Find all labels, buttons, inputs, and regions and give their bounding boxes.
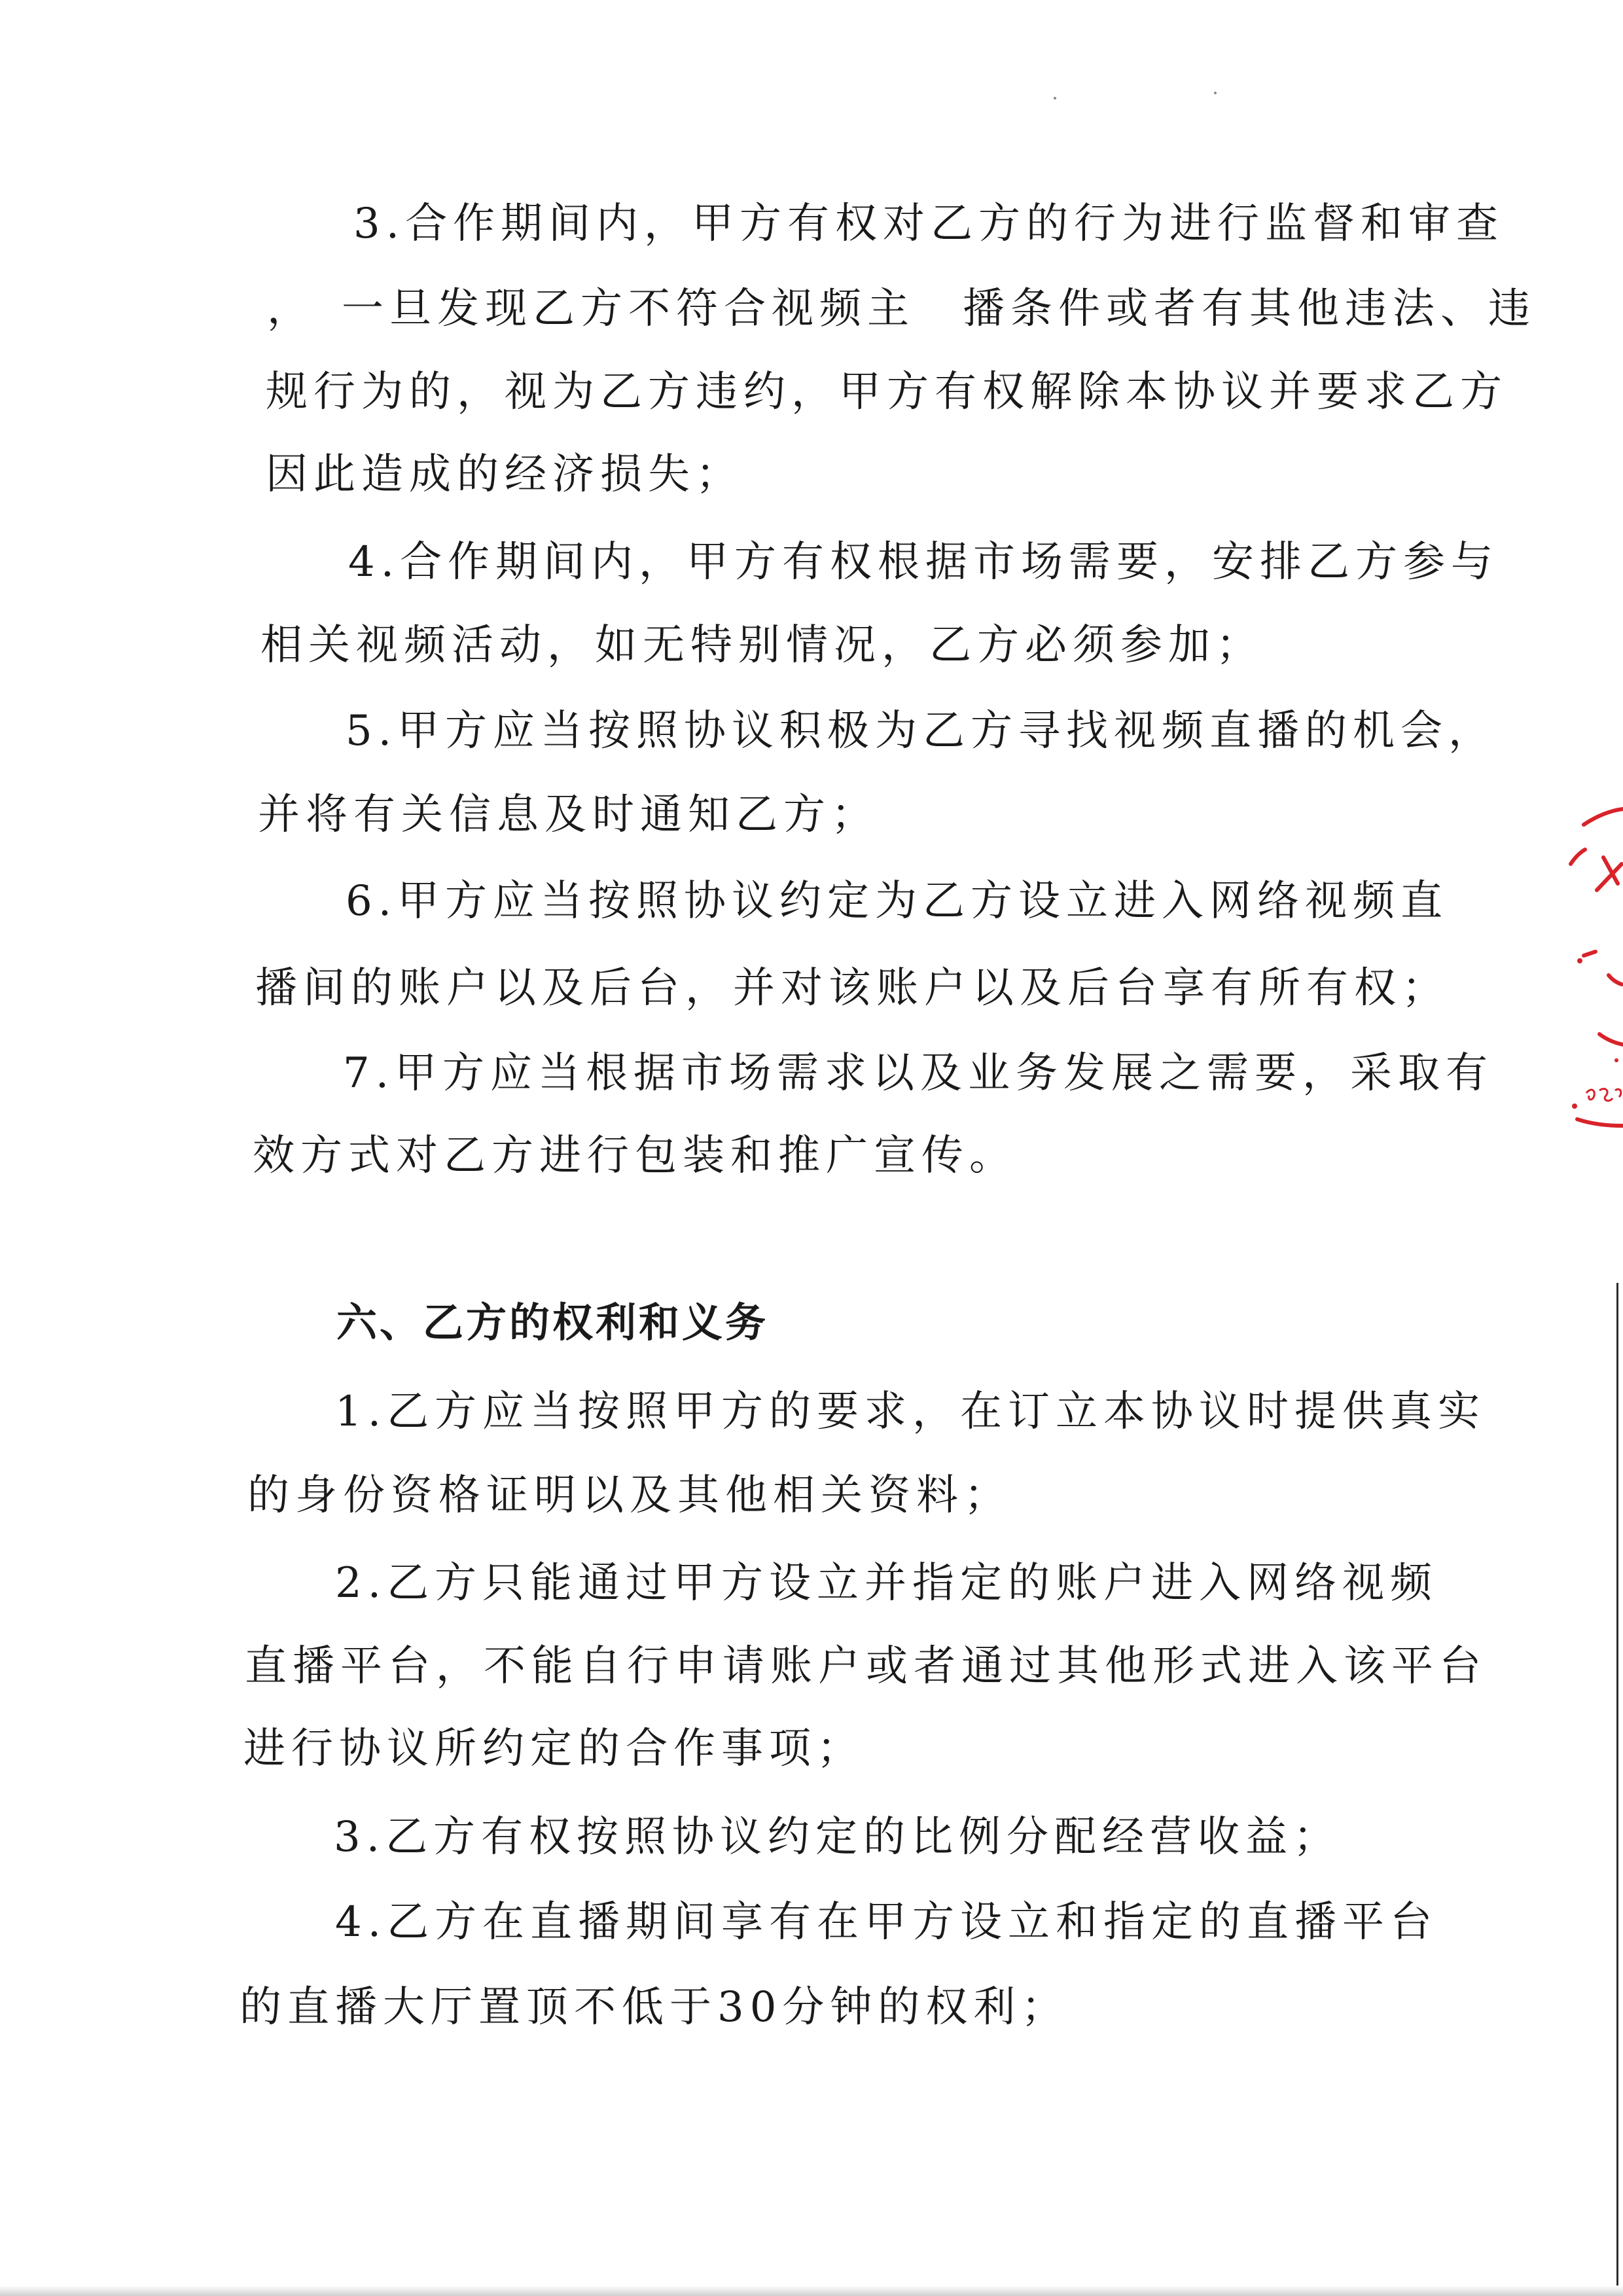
seal-glyph-fragment (1597, 857, 1622, 890)
paragraph-line: 7.甲方应当根据市场需求以及业务发展之需要，采取有 (343, 1049, 1494, 1098)
seal-ring-fragment (1571, 850, 1585, 864)
paragraph-line: 3.合作期间内，甲方有权对乙方的行为进行监督和审查 (353, 200, 1505, 248)
seal-ink-dot (1614, 1058, 1618, 1062)
paragraph-line: 的直播大厅置顶不低于30分钟的权利； (240, 1983, 1069, 2032)
paragraph-line: 直播平台，不能自行申请账户或者通过其他形式进入该平台 (245, 1642, 1487, 1691)
paragraph-line: 3.乙方有权按照协议约定的比例分配经营收益； (334, 1813, 1342, 1861)
scan-edge-bottom (0, 2286, 1623, 2296)
paragraph-line: 并将有关信息及时通知乙方； (258, 791, 879, 839)
seal-ink-dot (1577, 958, 1582, 963)
paragraph-line: 2.乙方只能通过甲方设立并指定的账户进入网络视频 (335, 1559, 1438, 1607)
paragraph-line: 因此造成的经济损失； (266, 450, 743, 499)
seal-digit-fragment (1586, 1090, 1594, 1100)
seal-ring-fragment (1609, 975, 1622, 984)
paragraph-line: 播间的账户以及后台，并对该账户以及后台享有所有权； (255, 964, 1450, 1013)
paragraph-line: 4.乙方在直播期间享有在甲方设立和指定的直播平台 (335, 1898, 1438, 1946)
seal-stamp-partial (1558, 785, 1623, 1152)
paragraph-line: 的身份资格证明以及其他相关资料； (247, 1471, 1012, 1520)
paragraph-line: 4.合作期间内，甲方有权根据市场需要，安排乙方参与 (348, 538, 1499, 586)
paragraph-line: 6.甲方应当按照协议约定为乙方设立进入网络视频直 (346, 877, 1449, 925)
scan-speck (1214, 92, 1217, 94)
paragraph-line: ， 一旦发现乙方不符合视频主 播条件或者有其他违法、违 (267, 285, 1536, 333)
paragraph-line: 5.甲方应当按照协议积极为乙方寻找视频直播的机会， (346, 707, 1497, 755)
seal-ring-fragment (1577, 1119, 1623, 1126)
paragraph-line: 1.乙方应当按照甲方的要求，在订立本协议时提供真实 (335, 1388, 1486, 1436)
seal-digit-fragment (1599, 1089, 1613, 1101)
seal-ring-fragment (1599, 1034, 1623, 1045)
seal-ring-fragment (1584, 952, 1596, 956)
seal-ring-fragment (1584, 809, 1623, 825)
seal-ink-dot (1572, 1103, 1577, 1109)
paragraph-line: 进行协议所约定的合作事项； (243, 1725, 865, 1773)
paragraph-line: 相关视频活动，如无特别情况，乙方必须参加； (260, 621, 1264, 670)
paragraph-line: 规行为的，视为乙方违约，甲方有权解除本协议并要求乙方 (266, 368, 1508, 416)
paragraph-line: 效方式对乙方进行包装和推广宣传。 (253, 1132, 1017, 1180)
scan-speck (1054, 97, 1056, 99)
scan-edge-right (1616, 1283, 1618, 2296)
section-heading: 六、乙方的权利和义务 (336, 1299, 769, 1346)
seal-digit-fragment (1615, 1089, 1621, 1097)
